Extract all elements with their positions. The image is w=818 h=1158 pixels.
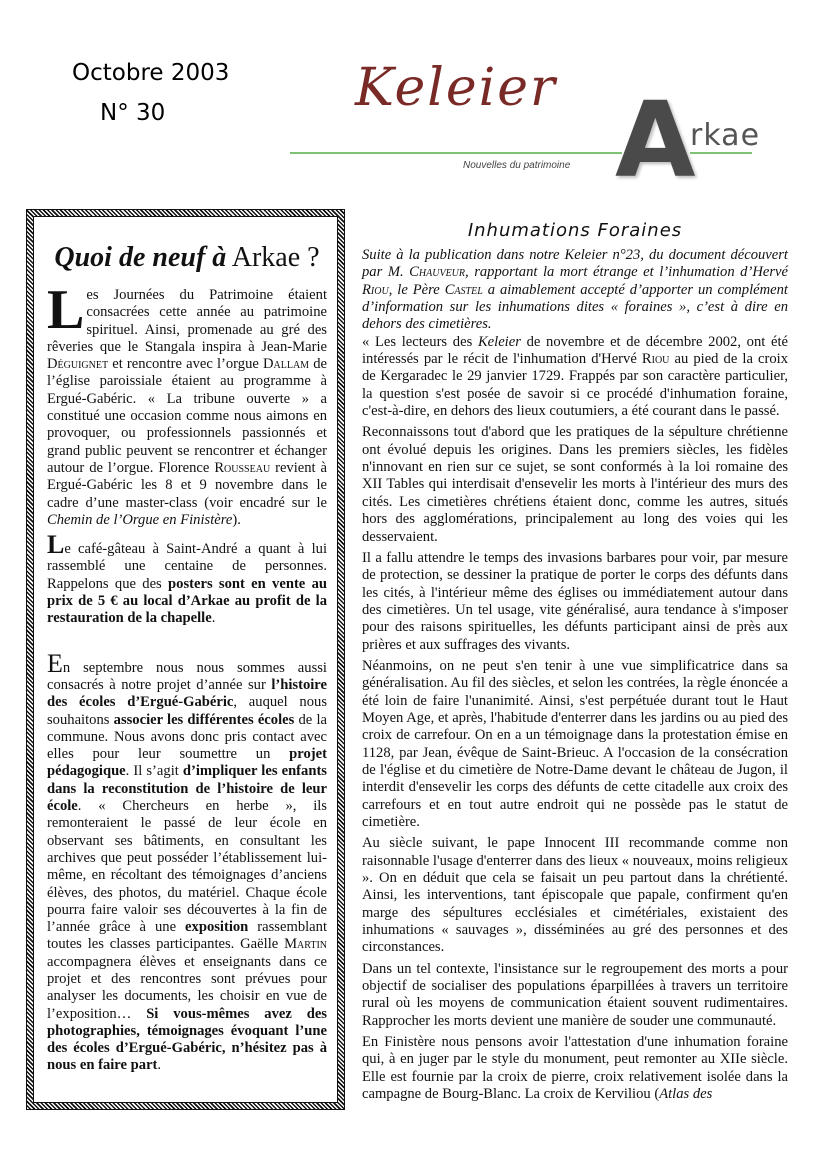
person-name: Déguignet <box>47 356 109 373</box>
news-paragraph-cafe <box>47 530 327 627</box>
logo-title: Keleier <box>355 58 557 118</box>
text: e café-gâteau à Saint-André a quant à lui rassemblé une centaine de personnes. Rappelons que des <box>47 541 327 592</box>
logo-divider <box>290 152 622 154</box>
logo-brand-initial: A <box>615 79 696 201</box>
article-paragraph-4: Néanmoins, on ne peut s'en tenir à une vue simplificatrice dans sa généralisation. Au fil des siècles, et selon les contrées, la règle énoncée a été loin de faire l'unanimité. Ainsi, s'est perpétuée durant tout le Haut Moyen Age, et après, l'habitude d'enterrer dans les jardins ou au pied des croix de carrefour. On en a un témoignage dans la protestation émise en 1128, par Jean, évêque de Saint-Brieuc. A l'occasion de la consécration de l'église et du cimetière de Notre-Dame devant le château de Jugon, il interdit d'ensevelir les corps des défunts de cette citadelle aux croix des carrefours et en tout autre endroit qui ne possède pas le statut de cimetière. <box>362 657 788 830</box>
title-emphasis: Quoi de neuf à <box>54 242 227 273</box>
drop-cap: L <box>47 279 85 341</box>
drop-cap: L <box>47 530 65 560</box>
text: , auquel nous souhaitons <box>47 694 327 728</box>
text: revient à Ergué-Gabéric les 8 et 9 novembre dans le cadre d’une master-class (voir encadré sur le <box>47 459 328 511</box>
text: ). <box>232 511 241 528</box>
text: au pied de la croix de Kergaradec le 29 janvier 1729. Frappés par son caractère particulier, la question s'est posée de savoir si ce procédé d'inhumation foraine, c'est-à-dire, en dehors des lieux coutumiers, a été courant dans le passé. <box>362 351 788 420</box>
person-name: Martin <box>284 936 327 953</box>
issue-date: Octobre 2003 <box>72 60 230 86</box>
reference-title: Chemin de l’Orgue en Finistère <box>47 511 233 528</box>
reference-title: Atlas des <box>659 1086 713 1103</box>
article-intro <box>362 247 788 334</box>
person-name: Rousseau <box>214 459 271 476</box>
drop-cap: E <box>47 648 63 678</box>
article-column <box>362 219 788 1104</box>
highlight: associer les différentes écoles <box>113 711 295 728</box>
article-paragraph-2: Reconnaissons tout d'abord que les pratiques de la sépulture chrétienne ont évolué depuis les origines. Dans les premiers siècles, les fidèles n'innovant en rien sur ce sujet, se sont conformés à la loi romaine des XII Tables qui interdisait d'ensevelir les morts à l'intérieur des murs des cités. Les cimetières chrétiens étaient donc, comme les autres, situés hors des agglomérations, principalement au long des voies qui les desservaient. <box>362 424 788 545</box>
article-paragraph-7 <box>362 1034 788 1103</box>
logo-tagline: Nouvelles du patrimoine <box>463 160 571 171</box>
text: n septembre nous nous sommes aussi consacrés à notre projet d’année sur <box>47 659 327 693</box>
news-paragraph-journees <box>47 279 328 529</box>
article-paragraph-6: Dans un tel contexte, l'insistance sur le regroupement des morts a pour objectif de socialiser des populations éparpillées à travers un territoire rural où les moyens de communication étaient souvent rudimentaires. Rapprocher les morts devient une manière de souder une communauté. <box>362 960 788 1029</box>
text: de l’église paroissiale étaient au programme à Ergué-Gabéric. « La tribune ouverte » a constitué une occasion comme nous aimons en provoquer, ou professionnels passionnés et grand public peuvent se rencontrer et échanger autour de l’orgue. Florence <box>47 356 327 476</box>
person-name: Chauveur <box>409 264 466 281</box>
text: En Finistère nous pensons avoir l'attestation d'une inhumation foraine qui, à en juger par le style du monument, peut remonter au XIIe siècle. Elle est fournie par la croix de pierre, croix relativement isolée dans la campagne de Bourg-Blanc. La croix de Kerviliou ( <box>362 1034 788 1103</box>
text: a aimablement accepté d’apporter un complément d’information sur les inhumations dites « foraines », c’est à dire en dehors des cimetières. <box>362 281 788 333</box>
news-box <box>26 209 345 1110</box>
title-brand: Arkae ? <box>231 242 320 273</box>
text: Suite à la publication dans notre Keleier n°23, du document découvert par M. <box>362 247 788 281</box>
text: « Les lecteurs des <box>362 333 478 350</box>
highlight: projet pédagogique <box>47 746 327 780</box>
logo-brand-rest: rkae <box>690 118 761 153</box>
text: , le Père <box>388 281 445 298</box>
person-name: Riou <box>641 351 670 368</box>
text: de la commune. Nous avons donc pris contact avec elles pour leur soumettre un <box>47 711 328 763</box>
text: es Journées du Patrimoine étaient consacrées cette année au patrimoine spirituel. Ainsi, promenade au gré des rêveries que le Stangala inspira à Jean-Marie <box>47 287 327 355</box>
person-name: Riou <box>362 281 389 298</box>
article-title: Inhumations Foraines <box>467 220 683 241</box>
text: . <box>157 1057 162 1074</box>
news-box-title <box>47 243 327 273</box>
news-paragraph-ecoles <box>47 648 328 1075</box>
highlight: posters sont en vente au prix de 5 € au local d’Arkae au profit de la restauration de la chapelle <box>47 575 327 627</box>
article-paragraph-1 <box>362 334 788 421</box>
text: accompagnera élèves et enseignants dans ce projet et des rencontres sont prévues pour analyser les documents, les choisir en vue de l’exposition… <box>47 953 327 1022</box>
text: de novembre et de décembre 2002, ont été intéressés par le récit de l'inhumation d'Hervé <box>362 333 788 368</box>
text: et rencontre avec l’orgue <box>108 356 263 373</box>
publication-name: Keleier <box>477 333 521 350</box>
highlight: d’impliquer les enfants dans la reconstitution de l’histoire de leur école <box>47 763 327 815</box>
issue-number: N° 30 <box>100 100 166 126</box>
news-box-content <box>33 216 338 1103</box>
person-name: Castel <box>444 281 483 298</box>
text: . Il s’agit <box>125 763 183 780</box>
organ-name: Dallam <box>262 356 310 373</box>
text: . « Chercheurs en herbe », ils remonteraient le passé de leur école en observant ses bâtiments, en consultant les archives que peut posséder l’établissement lui-même, en récoltant des témoignages d’anciens élèves, des photos, du matériel. Chaque école pourra faire valoir ses découvertes à la fin de l’année grâce à une <box>47 798 327 936</box>
article-paragraph-3: Il a fallu attendre le temps des invasions barbares pour voir, par mesure de protection, se dessiner la pratique de porter le corps des défunts dans les cités, à l'intérieur même des églises ou immédiatement autour dans des cimetières. Un tel usage, vite généralisé, aura tendance à s'imposer pour des raisons spirituelles, les défunts participant ainsi de près aux prières et aux suffrages des vivants. <box>362 549 788 653</box>
highlight: exposition <box>185 919 249 936</box>
highlight: l’histoire des écoles d’Ergué-Gabéric <box>47 676 327 711</box>
article-paragraph-5: Au siècle suivant, le pape Innocent III recommande comme non raisonnable l'usage d'enterrer dans des lieux « nouveaux, moins religieux ». On en déduit que cela se faisait un peu partout dans la chrétienté. Ainsi, les interventions, tant épiscopale que papale, confirment qu'en marge des sépultures ecclésiales et cimétériales, existaient des inhumations « sauvages », disséminées au gré des personnes et des circonstances. <box>362 835 788 956</box>
text: . <box>211 610 216 627</box>
text: , rapportant la mort étrange et l’inhumation d’Hervé <box>465 264 788 281</box>
text: rassemblant toutes les classes participantes. Gaëlle <box>47 919 327 953</box>
call-to-action: Si vous-mêmes avez des photographies, témoignages évoquant l’une des écoles d’Ergué-Gabéric, n’hésitez pas à nous en faire part <box>47 1005 327 1074</box>
masthead-logo <box>270 48 770 201</box>
